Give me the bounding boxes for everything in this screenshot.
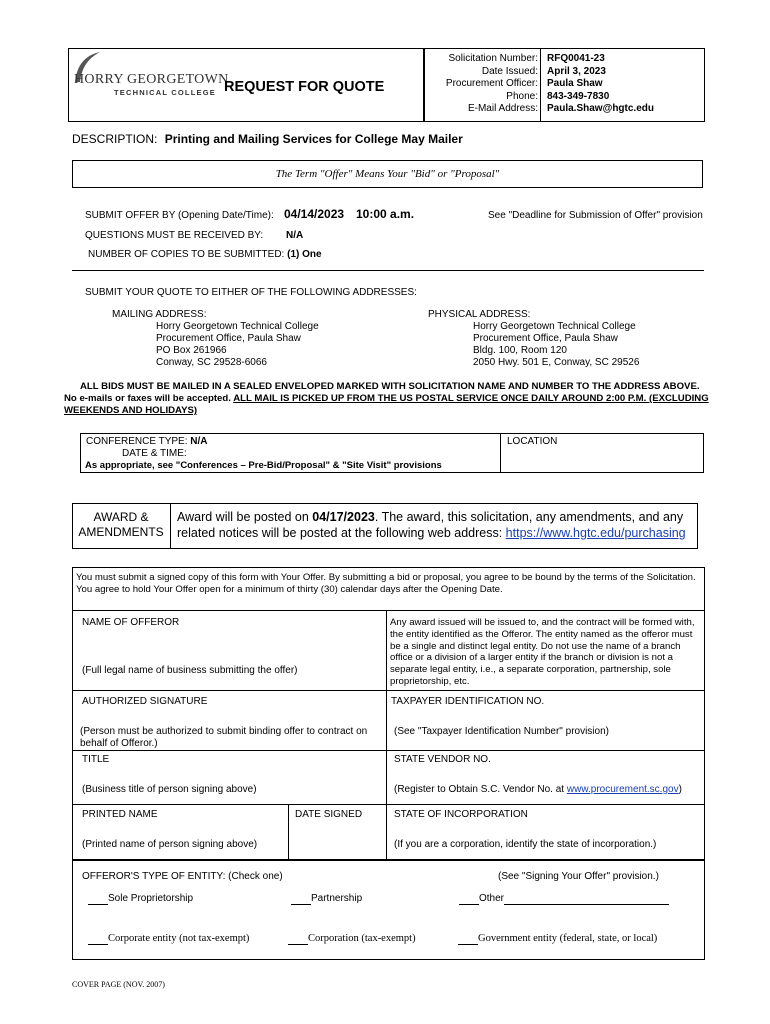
mailing-line: Conway, SC 29528-6066 — [156, 357, 267, 368]
checkbox-blank[interactable] — [291, 895, 311, 905]
award-label — [72, 510, 170, 540]
other-specify-line[interactable] — [504, 895, 669, 905]
questions-label: QUESTIONS MUST BE RECEIVED BY: — [85, 230, 264, 241]
vendor-help — [394, 784, 682, 796]
award-label-line1: AWARD & — [93, 510, 149, 524]
physical-address — [473, 321, 639, 369]
option-label: Other — [479, 893, 505, 904]
page-title: REQUEST FOR QUOTE — [224, 79, 385, 95]
vendor-label: STATE VENDOR NO. — [394, 754, 491, 765]
award-text-after: . The award, this solicitation, any amendments, and any related notices will be posted at the following web address: — [177, 510, 684, 540]
option-partnership[interactable] — [291, 893, 362, 905]
award-date: 04/17/2023 — [312, 510, 375, 524]
award-divider — [170, 503, 171, 549]
college-logo — [72, 50, 229, 100]
entity-type-label: OFFEROR'S TYPE OF ENTITY: (Check one) — [82, 871, 283, 882]
incorporation-label: STATE OF INCORPORATION — [394, 809, 528, 820]
mailing-address — [156, 321, 319, 369]
date-signed-label: DATE SIGNED — [295, 809, 363, 820]
solicitation-number: RFQ0041-23 — [547, 53, 605, 64]
form-row-line — [72, 610, 705, 611]
form-column-line — [288, 804, 289, 860]
form-intro: You must submit a signed copy of this form with Your Offer. By submitting a bid or proposal, you agree to be bound by the terms of the Solicitation. You agree to hold Your Offer open for a minimum of thirty (30) calendar days after the Opening Date. — [76, 572, 696, 595]
option-label: Sole Proprietorship — [108, 893, 194, 904]
copies-label: NUMBER OF COPIES TO BE SUBMITTED: — [88, 249, 285, 260]
conference-type — [86, 436, 208, 447]
vendor-help-before: (Register to Obtain S.C. Vendor No. at — [394, 784, 567, 795]
conference-divider — [500, 433, 501, 473]
logo-line1: HORRY GEORGETOWN — [74, 72, 229, 87]
location-label: LOCATION — [507, 436, 558, 447]
option-label: Partnership — [311, 893, 363, 904]
incorporation-help: (If you are a corporation, identify the state of incorporation.) — [394, 839, 657, 850]
title-label: TITLE — [82, 754, 110, 765]
separator-line — [72, 270, 704, 271]
conference-datetime-label: DATE & TIME: — [122, 448, 187, 459]
description — [72, 132, 463, 146]
conference-type-label: CONFERENCE TYPE: — [86, 436, 188, 447]
option-label: Corporation (tax-exempt) — [308, 933, 416, 944]
form-row-line — [72, 804, 705, 805]
tin-label: TAXPAYER IDENTIFICATION NO. — [391, 696, 545, 707]
description-label: DESCRIPTION: — [72, 132, 158, 146]
deadline-note: See "Deadline for Submission of Offer" provision — [488, 210, 703, 221]
checkbox-blank[interactable] — [459, 895, 479, 905]
option-label: Government entity (federal, state, or local) — [478, 933, 658, 944]
description-text: Printing and Mailing Services for College May Mailer — [164, 132, 463, 146]
offeror-name-label: NAME OF OFFEROR — [82, 617, 180, 628]
conference-type-value: N/A — [190, 436, 208, 447]
header-values — [547, 53, 654, 116]
page-footer: COVER PAGE (NOV. 2007) — [72, 980, 165, 989]
copies-value: (1) One — [287, 249, 322, 260]
award-entity-note: Any award issued will be issued to, and the contract will be formed with, the entity identified as the Offeror. The entity named as the offeror must be a single and distinct legal entity. Do not use the name of a branch office or a division of a larger entity if the branch or division is not a separate legal entity, i.e., a separate corporation, partnership, sole proprietorship, etc. — [390, 617, 695, 687]
header-divider — [540, 48, 541, 122]
addresses-intro: SUBMIT YOUR QUOTE TO EITHER OF THE FOLLOWING ADDRESSES: — [85, 287, 417, 298]
phone-label: Phone: — [506, 90, 538, 102]
form-column-line — [386, 610, 387, 860]
award-text — [177, 509, 695, 541]
physical-line: Horry Georgetown Technical College — [473, 321, 636, 332]
purchasing-link[interactable]: https://www.hgtc.edu/purchasing — [505, 526, 686, 540]
date-issued-label: Date Issued: — [481, 65, 538, 77]
procurement-officer: Paula Shaw — [547, 78, 603, 89]
vendor-help-after: ) — [678, 784, 682, 795]
mailing-address-label: MAILING ADDRESS: — [112, 309, 207, 320]
email-label: E-Mail Address: — [467, 103, 538, 114]
mailing-line: Horry Georgetown Technical College — [156, 321, 319, 332]
questions-value: N/A — [286, 230, 304, 241]
term-note: The Term "Offer" Means Your "Bid" or "Proposal" — [275, 168, 500, 180]
phone-number: 843-349-7830 — [547, 90, 610, 102]
solicitation-number-label: Solicitation Number: — [448, 53, 538, 64]
procurement-officer-label: Procurement Officer: — [445, 78, 538, 89]
option-corporate-entity[interactable] — [88, 933, 249, 945]
copies — [88, 249, 322, 260]
option-corporation-tax-exempt[interactable] — [288, 933, 416, 945]
mailing-notice — [64, 381, 712, 417]
checkbox-blank[interactable] — [458, 935, 478, 945]
procurement-link[interactable]: www.procurement.sc.gov — [566, 784, 679, 795]
date-issued: April 3, 2023 — [547, 65, 606, 77]
checkbox-blank[interactable] — [288, 935, 308, 945]
logo-line2: TECHNICAL COLLEGE — [114, 88, 216, 97]
signature-help: (Person must be authorized to submit binding offer to contract on behalf of Offeror.) — [80, 726, 368, 749]
submit-label: SUBMIT OFFER BY (Opening Date/Time): — [85, 210, 274, 221]
conference-note: As appropriate, see "Conferences – Pre-Bid/Proposal" & "Site Visit" provisions — [85, 460, 442, 471]
physical-address-label: PHYSICAL ADDRESS: — [428, 309, 531, 320]
notice-underlined: ALL MAIL IS PICKED UP FROM THE US POSTAL SERVICE ONCE DAILY AROUND 2:00 P.M. (EXCLUDING WEEKENDS AND HOLIDAYS) — [64, 393, 709, 416]
submit-time: 10:00 a.m. — [356, 207, 415, 221]
submit-date: 04/14/2023 — [284, 207, 345, 221]
checkbox-blank[interactable] — [88, 895, 108, 905]
form-row-line — [72, 750, 705, 751]
printed-name-label: PRINTED NAME — [82, 809, 158, 820]
notice-bold: ALL BIDS MUST BE MAILED IN A SEALED ENVELOPED MARKED WITH SOLICITATION NAME AND NUMBER TO THE ADDRESS ABOVE. No e-mails or faxes will be accepted. — [64, 381, 700, 404]
option-sole-proprietorship[interactable] — [88, 893, 193, 905]
mailing-line: Procurement Office, Paula Shaw — [156, 333, 301, 344]
physical-line: 2050 Hwy. 501 E, Conway, SC 29526 — [473, 357, 640, 368]
printed-name-help: (Printed name of person signing above) — [82, 839, 258, 850]
checkbox-blank[interactable] — [88, 935, 108, 945]
physical-line: Procurement Office, Paula Shaw — [473, 333, 618, 344]
mailing-line: PO Box 261966 — [156, 345, 227, 356]
offeror-name-help: (Full legal name of business submitting the offer) — [82, 665, 298, 676]
option-label: Corporate entity (not tax-exempt) — [108, 933, 250, 944]
form-row-line — [72, 690, 705, 691]
physical-line: Bldg. 100, Room 120 — [473, 345, 567, 356]
entity-type-note: (See "Signing Your Offer" provision.) — [498, 871, 659, 882]
award-text-before: Award will be posted on — [177, 510, 313, 524]
header-labels — [424, 53, 538, 116]
option-other[interactable] — [459, 893, 669, 905]
email-address: Paula.Shaw@hgtc.edu — [547, 103, 654, 114]
tin-help: (See "Taxpayer Identification Number" provision) — [394, 726, 609, 737]
title-help: (Business title of person signing above) — [82, 784, 257, 795]
signature-label: AUTHORIZED SIGNATURE — [82, 696, 208, 707]
option-government-entity[interactable] — [458, 933, 657, 945]
award-label-line2: AMENDMENTS — [78, 525, 164, 539]
